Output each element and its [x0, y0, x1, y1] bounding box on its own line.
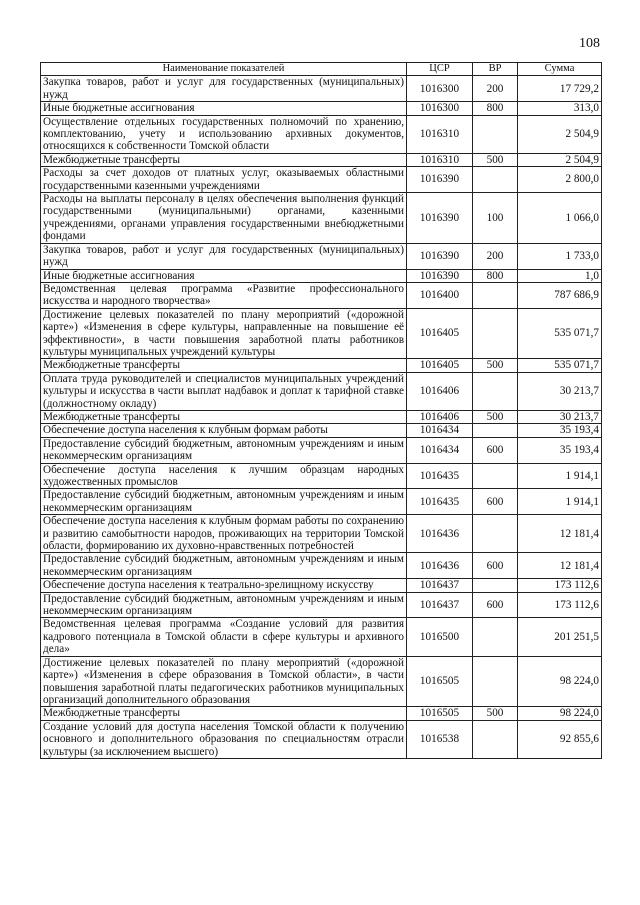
header-row [41, 63, 602, 76]
row-csr-cell: 1016400 [407, 282, 473, 308]
row-name-cell: Межбюджетные трансферты [41, 359, 407, 372]
row-csr-cell: 1016435 [407, 463, 473, 489]
row-name-cell: Обеспечение доступа населения к театрально-зрелищному искусству [41, 579, 407, 592]
table-row [41, 618, 602, 656]
row-sum-cell: 2 504,9 [518, 115, 602, 153]
table-row [41, 424, 602, 437]
row-name-cell: Закупка товаров, работ и услуг для государственных (муниципальных) нужд [41, 76, 407, 102]
row-sum-cell: 2 800,0 [518, 167, 602, 193]
row-vr-cell: 500 [473, 153, 518, 166]
row-name-cell: Межбюджетные трансферты [41, 410, 407, 423]
table-row [41, 269, 602, 282]
table-row [41, 359, 602, 372]
table-row [41, 592, 602, 618]
row-csr-cell: 1016310 [407, 115, 473, 153]
table-row [41, 243, 602, 269]
table-row [41, 153, 602, 166]
row-csr-cell: 1016300 [407, 76, 473, 102]
row-sum-cell: 35 193,4 [518, 437, 602, 463]
row-sum-cell: 173 112,6 [518, 592, 602, 618]
table-row [41, 579, 602, 592]
row-name-cell: Осуществление отдельных государственных полномочий по хранению, комплектованию, учету и использованию архивных документов, относящихся к собственности Томской области [41, 115, 407, 153]
table-row [41, 76, 602, 102]
row-sum-cell: 1 733,0 [518, 243, 602, 269]
table-row [41, 308, 602, 359]
page-number: 108 [579, 36, 600, 51]
row-sum-cell: 92 855,6 [518, 720, 602, 758]
row-vr-cell [473, 308, 518, 359]
table-row [41, 489, 602, 515]
table-row [41, 115, 602, 153]
row-name-cell: Достижение целевых показателей по плану мероприятий («дорожной карте») «Изменения в сфере образования в Томской области», в части повышения заработной платы педагогических работников муниципальных организаций дополнительного образования [41, 656, 407, 707]
row-name-cell: Иные бюджетные ассигнования [41, 102, 407, 115]
row-vr-cell: 800 [473, 269, 518, 282]
row-sum-cell: 98 224,0 [518, 707, 602, 720]
row-csr-cell: 1016434 [407, 424, 473, 437]
header-sum: Сумма [518, 63, 602, 76]
row-name-cell: Закупка товаров, работ и услуг для государственных (муниципальных) нужд [41, 243, 407, 269]
row-vr-cell [473, 424, 518, 437]
row-name-cell: Расходы на выплаты персоналу в целях обеспечения выполнения функций государственными (муниципальными) органами, казенными учреждениями, органами управления государственными внебюджетными фондами [41, 193, 407, 244]
row-csr-cell: 1016406 [407, 410, 473, 423]
header-vr: ВР [473, 63, 518, 76]
row-csr-cell: 1016436 [407, 515, 473, 553]
row-csr-cell: 1016437 [407, 592, 473, 618]
row-csr-cell: 1016390 [407, 269, 473, 282]
table-row [41, 720, 602, 758]
row-name-cell: Оплата труда руководителей и специалистов муниципальных учреждений культуры и искусства в части выплат надбавок и доплат к тарифной ставке (должностному окладу) [41, 372, 407, 410]
row-sum-cell: 1 066,0 [518, 193, 602, 244]
table-row [41, 282, 602, 308]
row-vr-cell [473, 167, 518, 193]
row-sum-cell: 1,0 [518, 269, 602, 282]
row-sum-cell: 17 729,2 [518, 76, 602, 102]
row-vr-cell: 600 [473, 592, 518, 618]
row-sum-cell: 1 914,1 [518, 463, 602, 489]
row-sum-cell: 313,0 [518, 102, 602, 115]
row-sum-cell: 12 181,4 [518, 515, 602, 553]
table-body [41, 76, 602, 759]
row-vr-cell: 600 [473, 437, 518, 463]
row-name-cell: Предоставление субсидий бюджетным, автономным учреждениям и иным некоммерческим организациям [41, 437, 407, 463]
table-row [41, 410, 602, 423]
row-vr-cell [473, 115, 518, 153]
row-csr-cell: 1016500 [407, 618, 473, 656]
row-name-cell: Создание условий для доступа населения Томской области к получению основного и дополнительного образования по специальностям отрасли культуры (за исключением высшего) [41, 720, 407, 758]
row-name-cell: Ведомственная целевая программа «Создание условий для развития кадрового потенциала в Томской области в сфере культуры и архивного дела» [41, 618, 407, 656]
table-row [41, 437, 602, 463]
row-csr-cell: 1016505 [407, 656, 473, 707]
row-name-cell: Предоставление субсидий бюджетным, автономным учреждениям и иным некоммерческим организациям [41, 592, 407, 618]
row-vr-cell: 500 [473, 707, 518, 720]
row-csr-cell: 1016505 [407, 707, 473, 720]
row-csr-cell: 1016405 [407, 308, 473, 359]
row-csr-cell: 1016310 [407, 153, 473, 166]
row-name-cell: Ведомственная целевая программа «Развитие профессионального искусства и народного творчества» [41, 282, 407, 308]
row-csr-cell: 1016434 [407, 437, 473, 463]
row-name-cell: Достижение целевых показателей по плану мероприятий («дорожной карте») «Изменения в сфере культуры, направленные на повышение её эффективности», в части повышения заработной платы работников культуры муниципальных учреждений культуры [41, 308, 407, 359]
header-name: Наименование показателей [41, 63, 407, 76]
row-csr-cell: 1016300 [407, 102, 473, 115]
row-sum-cell: 1 914,1 [518, 489, 602, 515]
row-vr-cell [473, 282, 518, 308]
row-sum-cell: 201 251,5 [518, 618, 602, 656]
row-csr-cell: 1016390 [407, 243, 473, 269]
row-name-cell: Обеспечение доступа населения к клубным формам работы [41, 424, 407, 437]
row-csr-cell: 1016538 [407, 720, 473, 758]
table-row [41, 193, 602, 244]
table-row [41, 463, 602, 489]
row-vr-cell: 100 [473, 193, 518, 244]
table-row [41, 553, 602, 579]
row-csr-cell: 1016406 [407, 372, 473, 410]
row-vr-cell [473, 618, 518, 656]
row-vr-cell [473, 515, 518, 553]
row-name-cell: Обеспечение доступа населения к клубным формам работы по сохранению и развитию самобытности народов, проживающих на территории Томской области, формированию их духовно-нравственных потребностей [41, 515, 407, 553]
row-name-cell: Предоставление субсидий бюджетным, автономным учреждениям и иным некоммерческим организациям [41, 553, 407, 579]
row-vr-cell: 500 [473, 410, 518, 423]
row-sum-cell: 30 213,7 [518, 410, 602, 423]
row-vr-cell: 800 [473, 102, 518, 115]
header-csr: ЦСР [407, 63, 473, 76]
row-name-cell: Межбюджетные трансферты [41, 153, 407, 166]
table-row [41, 656, 602, 707]
row-sum-cell: 535 071,7 [518, 308, 602, 359]
row-sum-cell: 535 071,7 [518, 359, 602, 372]
row-name-cell: Предоставление субсидий бюджетным, автономным учреждениям и иным некоммерческим организациям [41, 489, 407, 515]
table-header [41, 63, 602, 76]
row-vr-cell [473, 579, 518, 592]
row-vr-cell: 600 [473, 489, 518, 515]
row-name-cell: Иные бюджетные ассигнования [41, 269, 407, 282]
budget-table [40, 62, 602, 759]
row-sum-cell: 98 224,0 [518, 656, 602, 707]
row-vr-cell: 600 [473, 553, 518, 579]
row-vr-cell: 200 [473, 243, 518, 269]
table-row [41, 167, 602, 193]
row-vr-cell: 200 [473, 76, 518, 102]
row-name-cell: Межбюджетные трансферты [41, 707, 407, 720]
row-vr-cell: 500 [473, 359, 518, 372]
table-row [41, 102, 602, 115]
table-row [41, 515, 602, 553]
row-vr-cell [473, 463, 518, 489]
row-csr-cell: 1016390 [407, 193, 473, 244]
row-sum-cell: 173 112,6 [518, 579, 602, 592]
table-row [41, 707, 602, 720]
row-sum-cell: 2 504,9 [518, 153, 602, 166]
row-sum-cell: 30 213,7 [518, 372, 602, 410]
row-sum-cell: 12 181,4 [518, 553, 602, 579]
row-sum-cell: 787 686,9 [518, 282, 602, 308]
row-vr-cell [473, 372, 518, 410]
row-csr-cell: 1016437 [407, 579, 473, 592]
row-csr-cell: 1016436 [407, 553, 473, 579]
row-csr-cell: 1016435 [407, 489, 473, 515]
table-row [41, 372, 602, 410]
row-vr-cell [473, 720, 518, 758]
row-csr-cell: 1016405 [407, 359, 473, 372]
row-name-cell: Расходы за счет доходов от платных услуг, оказываемых областными государственными казенными учреждениями [41, 167, 407, 193]
row-name-cell: Обеспечение доступа населения к лучшим образцам народных художественных промыслов [41, 463, 407, 489]
row-sum-cell: 35 193,4 [518, 424, 602, 437]
row-vr-cell [473, 656, 518, 707]
row-csr-cell: 1016390 [407, 167, 473, 193]
